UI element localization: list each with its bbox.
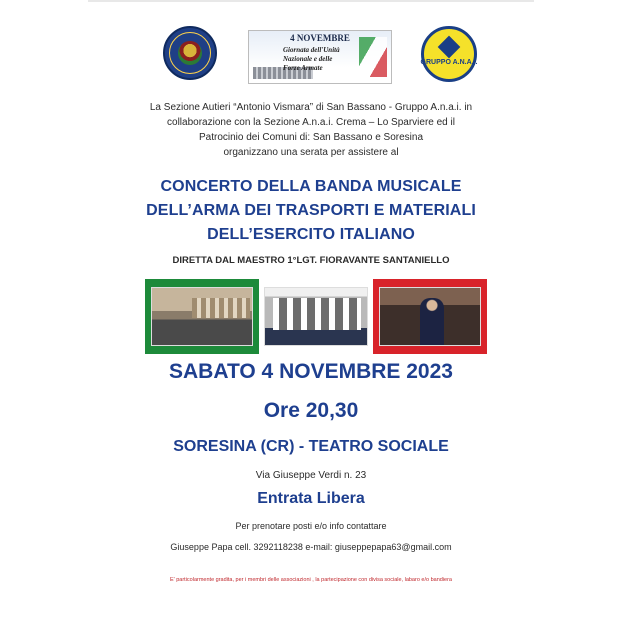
intro-line: organizzano una serata per assistere al	[223, 147, 399, 158]
event-address: Via Giuseppe Verdi n. 23	[255, 470, 367, 481]
booking-label: Per prenotare posti e/o info contattare	[235, 521, 387, 531]
event-venue: SORESINA (CR) - TEATRO SOCIALE	[173, 438, 449, 455]
intro-line: Patrocinio dei Comuni di: San Bassano e Soresina	[198, 132, 424, 143]
intro-line: La Sezione Autieri “Antonio Vismara” di San Bassano - Gruppo A.n.a.i. in	[149, 102, 473, 113]
title-line: DELL’ARMA DEI TRASPORTI E MATERIALI	[146, 202, 476, 219]
italian-flag-icon	[359, 37, 387, 77]
intro-line: collaborazione con la Sezione A.n.a.i. Crema – Lo Sparviere ed il	[167, 117, 455, 128]
banner-subtitle	[283, 46, 363, 73]
event-time: Ore 20,30	[263, 399, 359, 422]
concert-title	[88, 175, 534, 247]
emblem-ring	[169, 32, 211, 74]
intro-paragraph	[88, 100, 534, 160]
title-line: CONCERTO DELLA BANDA MUSICALE	[160, 178, 462, 195]
dress-code-note: E' particolarmente gradita, per i membri delle associazioni , la partecipazione con divisa sociale, labaro e/o bandiera	[169, 577, 452, 583]
anai-association-emblem-icon	[163, 26, 217, 80]
banner-subtitle-line: Forze Armate	[283, 64, 323, 72]
director-line: DIRETTA DAL MAESTRO 1°LGT. FIORAVANTE SANTANIELLO	[172, 255, 450, 266]
top-border	[88, 0, 534, 2]
gruppo-anai-civil-protection-icon	[421, 26, 477, 82]
gruppo-anai-label: GRUPPO A.N.A.I.	[420, 58, 478, 66]
conductor-photo	[379, 287, 481, 346]
national-unity-day-banner	[248, 30, 392, 84]
flyer-page	[88, 0, 534, 620]
title-line: DELL’ESERCITO ITALIANO	[207, 226, 415, 243]
arena-photo	[151, 287, 253, 346]
entry-label: Entrata Libera	[257, 490, 365, 507]
colonnade-photo	[264, 287, 368, 346]
banner-subtitle-line: Giornata dell'Unità	[283, 46, 340, 54]
banner-title: 4 NOVEMBRE	[290, 33, 350, 43]
contact-info: Giuseppe Papa cell. 3292118238 e-mail: giuseppepapa63@gmail.com	[170, 542, 452, 552]
photo-strip	[145, 279, 487, 354]
event-date: SABATO 4 NOVEMBRE 2023	[169, 360, 453, 383]
banner-subtitle-line: Nazionale e delle	[283, 55, 333, 63]
diamond-emblem-icon	[438, 35, 461, 58]
